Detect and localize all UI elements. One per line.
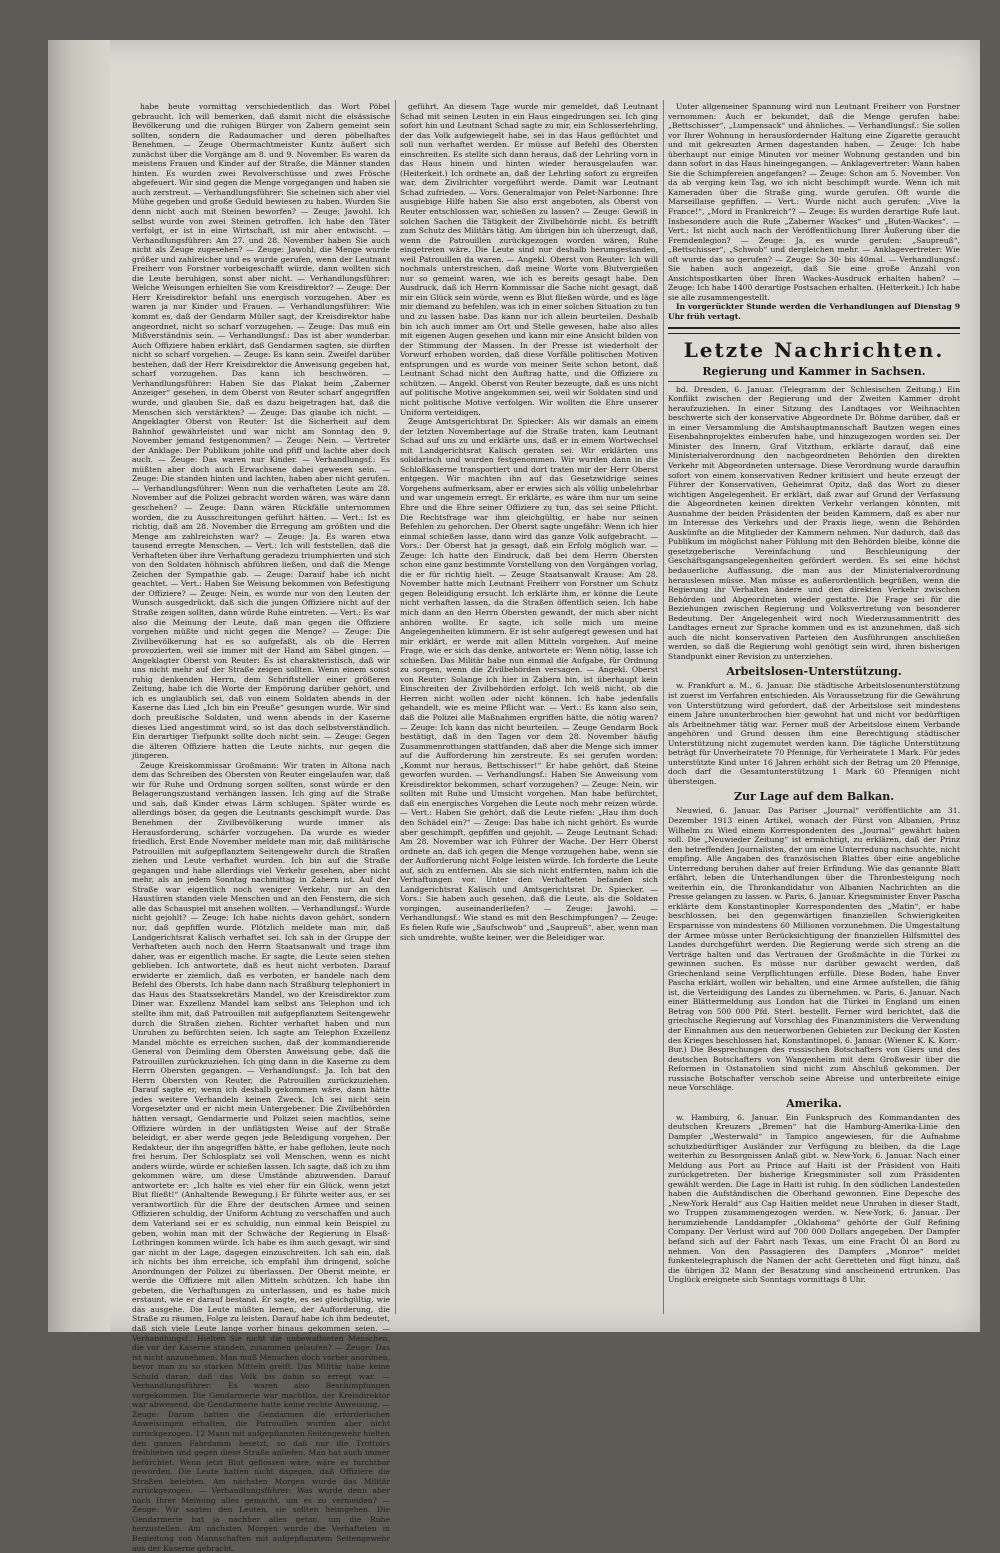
column-3 [668, 102, 960, 1314]
trial-testimony-text: Unter allgemeiner Spannung wird nun Leutnant Freiherr von Forstner vernommen: Auch er bekundet, daß die Menge gerufen habe: „Bettschisser“, „Lumpensack“ und ähnliches. — Verhandlungsf.: Sie sollen vor Ihrer Wohnung in herausfordernder Haltung eine Zigarette geraucht und mit gekreuzten Armen dagestanden haben. — Zeuge: Ich habe überhaupt nur einige Minuten vor meiner Wohnung gestanden und bin dann sofort in das Haus hineingegangen. — Anklagevertreter: Wann haben Sie die Schimpfereien angefangen? — Zeuge: Schon am 5. November. Von da ab verging kein Tag, wo ich nicht beschimpft wurde. Wenn ich mit Kameraden über die Straße ging, wurde gerufen. Oft wurde die Marseillaise gepfiffen. — Vert.: Wurde nicht auch gerufen: „Vive la France!“, „Mord in Frankreich“? — Zeuge: Es wurden derartige Rufe laut. Insbesondere auch die Rufe „Zaberner Wackes“ und „Buten-Wackes“. — Vert.: Ist nicht auch nach der Veröffentlichung Ihrer Äußerung über die Fremdenlegion? — Zeuge: Ja, es wurde gerufen: „Saupreuß“, „Bettschisser“, „Schwob“ und dergleichen mehr. — Anklagevertreter: Wie oft wurde das so gerufen? — Zeuge: So 30- bis 40mal. — Verhandlungsf.: Sie haben auch angezeigt, daß Sie eine große Anzahl von Ansichtspostkarten über Ihren Wackes-Ausdruck erhalten haben? — Zeuge: Ich habe 1400 derartige Postsachen erhalten. (Heiterkeit.) Ich habe sie alle zusammengestellt. [668, 102, 960, 302]
section-divider [668, 327, 960, 334]
newspaper-page [48, 40, 980, 1553]
adjournment-note: In vorgerückter Stunde werden die Verhandlungen auf Dienstag 9 Uhr früh vertagt. [668, 302, 960, 322]
news-item-text: w. Frankfurt a. M., 6. Januar. Die städtische Arbeitslosenunterstützung ist zuerst im Verfahren entschieden. Als Voraussetzung für die Gewährung von Unterstützung wird gefordert, daß der Arbeitslose seit mindestens einem Jahre ununterbrochen hier gewohnt hat und nicht vor bedürftigen als Arbeitnehmer tätig war. Ferner muß der Arbeitslose einem Verbande angehören und Grund dessen ihm eine Berechtigung städtischer Unterstützung nicht zugemutet werden kann. Die tägliche Unterstützung beträgt für Unverheiratete 70 Pfennige, für Verheiratete 1 Mark. Für jedes unterstützte Kind unter 16 Jahren erhöht sich der Betrag um 20 Pfennige, doch darf die Gesamtunterstützung 1 Mark 60 Pfennigen nicht übersteigen. [668, 681, 960, 786]
subheading-balkan: Zur Lage auf dem Balkan. [733, 790, 895, 804]
trial-testimony-text: Zeuge Amtsgerichtsrat Dr. Spiecker: Als wir damals an einem der letzten Novembertage auf die Straße traten, kam Leutnant Schad auf uns zu und erklärte uns, daß er in einem Wortwechsel mit Landgerichtsrat Kalisch geraten sei. Wir erklärten uns solidarisch und wurden festgenommen. Wir wurden dann in die Schloßkaserne transportiert und dort traten mir der Herr Oberst entgegen. Wir machten ihn auf das Gesetzwidrige seines Vorgehens aufmerksam, aber er erwies sich als völlig unbelehrbar und war ungemein erregt. Er erklärte, es wäre ihm nur um seine Ehre und die Ehre seiner Offiziere zu tun, das sei seine Pflicht. Die Rechtsfrage war ihm gleichgültig, er habe nur seinen Befehlen zu gehorchen. Der Oberst sagte ungefähr: Wenn ich hier einmal schießen lasse, dann wird das ganze Volk aufgebracht. — Vors.: Der Oberst hat ja gesagt, daß ein Erfolg möglich war. — Zeuge: Ich hatte den Eindruck, daß bei dem Herrn Obersten schon eine ganz bestimmte Vorstellung von den Vorgängen vorlag, die er für richtig hielt. — Zeuge Staatsanwalt Krause: Am 28. November hatte mich Leutnant Freiherr von Forstner um Schutz gegen Beleidigung ersucht. Ich erklärte ihm, er könne die Leute nicht verhaften lassen, da die Straßen öffentlich seien. Ich habe mich dann an den Herrn Obersten gewandt, der mich aber nicht anhören wollte. Er sagte, ich solle mich um meine Angelegenheiten kümmern. Er ist sehr aufgeregt gewesen und hat mir erklärt, er werde mit allen Mitteln vorgehen. Auf meine Frage, wie er sich das denke, antwortete er: Wenn nötig, lasse ich schießen. Das Militär habe nun einmal die Aufgabe, für Ordnung zu sorgen, wenn die Zivilbehörden versagen. — Angekl. Oberst von Reuter: Solange ich hier in Zabern bin, ist überhaupt kein Einschreiten der Zivilbehörden erfolgt. Ich weiß nicht, ob die Herren nicht wollen oder nicht können. Ich habe jedenfalls gehandelt, wie es meine Pflicht war. — Vert.: Es kann also sein, daß die Polizei alle Maßnahmen ergriffen hätte, die nötig waren? — Zeuge: Ich kann das nicht beurteilen. — Zeuge Gendarm Bock bestätigt, daß in den Tagen vor dem 28. November häufig Zusammenrottungen stattfanden, daß aber die Menge sich immer auf die Aufforderung hin zerstreute. Es sei gerufen worden: „Kommt nur heraus, Bettschisser!“ Er habe gehört, daß Steine geworfen wurden. — Verhandlungsf.: Haben Sie Anweisung vom Kreisdirektor bekommen, scharf vorzugehen? — Zeuge: Nein, wir sollten mit Ruhe und Umsicht vorgehen. Man habe befürchtet, daß ein energisches Vorgehen die Leute noch mehr reizen würde. — Vert.: Haben Sie gehört, daß die Leute riefen: „Hau ihm doch den Schädel ein?“ — Zeuge: Das habe ich nicht gehört. Es wurde aber geschimpft, gepfiffen und gejohlt. — Zeuge Leutnant Schad: Am 28. November war ich Führer der Wache. Der Herr Oberst ordnete an, daß ich gegen die Menge vorzugehen habe, wenn sie der Aufforderung nicht Folge leisten würde. Ich forderte die Leute auf, sich zu entfernen. Als sie sich nicht entfernten, nahm ich die Verhaftungen vor. Unter den Verhafteten befanden sich Landgerichtsrat Kalisch und Amtsgerichtsrat Dr. Spiecker. — Vors.: Sie haben auch gesehen, daß die Leute, als die Soldaten vorgingen, auseinanderliefen? — Zeuge: Jawohl. — Verhandlungsf.: Wie stand es mit den Beschimpfungen? — Zeuge: Es fielen Rufe wie „Saufschwob“ und „Saupreuß“, aber, wenn man sich umdrehte, wußte keiner, wer die Beleidiger war. [400, 417, 658, 942]
subheading-amerika: Amerika. [786, 1096, 842, 1110]
trial-testimony-text: habe heute vormittag verschiedentlich das Wort Pöbel gebraucht. Ich will bemerken, daß damit nicht die elsässische Bevölkerung und die ruhigen Bürger von Zabern gemeint sein sollten, sondern die Radaumacher und deren pöbelhaftes Benehmen. — Zeuge Obermachtmeister Kuntz äußert sich zunächst über die Vorgänge am 8. und 9. November. Es waren da meistens Frauen und Kinder auf der Straße, die Männer standen hinten. Es wurden zwei Revolverschüsse und zwei Frösche abgefeuert. Wir sind gegen die Menge vorgegangen und haben sie auch zerstreut. — Verhandlungsführer: Sie scheinen sich aber viel Mühe gegeben und große Geduld bewiesen zu haben. Wurden Sie denn nicht auch mit Steinen beworfen? — Zeuge: Jawohl. Ich selbst wurde von zwei Steinen getroffen. Ich habe den Täter verfolgt, er ist in eine Wirtschaft, ist mir aber entwischt. — Verhandlungsführer: Am 27. und 28. November haben Sie auch nicht als Zeuge zugesehen? — Zeuge: Jawohl, die Menge wurde größer und zahlreicher und es wurde gerufen, wenn der Leutnant Freiherr von Forstner vorbeigeschafft würde, dann wollten sich die Leute beruhigen, sonst aber nicht. — Verhandlungsführer: Welche Weisungen erhielten Sie vom Kreisdirektor? — Zeuge: Der Herr Kreisdirektor befahl uns energisch vorzugehen. Aber es waren ja nur Kinder und Frauen. — Verhandlungsführer: Wie kommt es, daß der Gendarm Müller sagt, der Kreisdirektor habe angeordnet, nicht so scharf vorzugehen. — Zeuge: Das muß ein Mißverständnis sein. — Verhandlungsf.: Das ist aber wunderbar. Auch Offiziere haben erklärt, daß Gendarmen sagten, sie dürften nicht so scharf vorgehen. — Zeuge: Es kann sein. Zweifel darüber bestehen, daß der Herr Kreisdirektor die Anweisung gegeben hat, scharf vorzugehen. Das kann ich beschwören. — Verhandlungsführer: Haben Sie das Plakat beim „Zaberner Anzeiger“ gesehen, in dem Oberst von Reuter scharf angegriffen wurde, und glauben Sie, daß es dazu beigetragen hat, daß die Menschen sich verstärkten? — Zeuge: Das glaube ich nicht. — Angeklagter Oberst von Reuter: Ist die Sicherheit auf dem Bahnhof gewährleistet und war nicht am Sonntag den 9. November jemand festgenommen? — Zeuge: Nein. — Vertreter der Anklage: Der Publikum johlte und pfiff und lachte aber doch auch. — Zeuge: Das waren nur Kinder. — Verhandlungsf.: Es müßten aber doch auch Erwachsene dabei gewesen sein. — Zeuge: Die standen hinten und lachten, haben aber nicht gerufen. — Verhandlungsführer: Wenn nun die verhafteten Leute am 28. November auf die Polizei gebracht worden wären, was wäre dann geschehen? — Zeuge: Dann wären Rückfälle unternommen worden, die zu Ausschreitungen geführt hätten. — Vert.: Ist es richtig, daß am 28. November die Erregung am größten und die Menge am zahlreichsten war? — Zeuge: Ja. Es waren etwa tausend erregte Menschen. — Vert.: Ich will feststellen, daß die Verhafteten über ihre Verhaftung geradezu triumphierten und sich von den Soldaten höhnisch abführen ließen, und daß die Menge Zeichen der Sympathie gab. — Zeuge: Darauf habe ich nicht geachtet. — Vert.: Haben Sie Weisung bekommen von Befestigung der Offiziere? — Zeuge: Nein, es wurde nur von den Leuten der Wunsch ausgedrückt, daß sich die jungen Offiziere nicht auf der Straße zeigen sollten, dann würde Ruhe eintreten. — Vert.: Es war also die Meinung der Leute, daß man gegen die Offiziere vorgehen müßte und nicht gegen die Menge? — Zeuge: Die Zivilbevölkerung hat es so aufgefaßt, als ob die Herren provozierten, weil sie immer mit der Hand am Säbel gingen. — Angeklagter Oberst von Reuter: Es ist charakteristisch, daß wir uns nicht mehr auf der Straße zeigen sollten. Wenn einem sonst ruhig denkenden Herrn, dem Schriftsteller einer größeren Zeitung, habe ich die Worte der Empörung darüber gehört, und ich es unglaublich sei, daß von einem Soldaten abends in der Kaserne das Lied „Ich bin ein Preuße“ gesungen wurde. Wir sind doch preußische Soldaten, und wenn abends in der Kaserne dieses Lied angestimmt wird, so ist das doch selbstverständlich. Ein derartiger Tiefpunkt sollte doch nicht sein. — Zeuge: Gegen die älteren Offiziere hatten die Leute nichts, nur gegen die jüngeren. [132, 102, 390, 761]
subheading-arbeitslosen: Arbeitslosen-Unterstützung. [726, 665, 902, 679]
news-item-text: w. Hamburg, 6. Januar. Ein Funkspruch des Kommandanten des deutschen Kreuzers „Bremen“ hat die Hamburg-Amerika-Linie den Dampfer „Westerwald“ in Tampico angewiesen, für die Aufnahme schutzbedürftiger Ausländer zur Verfügung zu bleiben, da die Lage weiterhin zu Besorgnissen Anlaß gibt. w. New-York, 6. Januar. Nach einer Meldung aus Port au Prince auf Haiti ist der Präsident von Haiti zurückgetreten. Der bisherige Kriegsminister soll zum Präsidenten gewählt werden. Die Lage in Haiti ist ruhig. In den südlichen Landesteilen haben die Aufständischen die Oberhand gewonnen. Eine Depesche des „New-York Herald“ aus Cap Haitien meldet neue Unruhen in dieser Stadt, wo Truppen zusammengezogen werden. w. New-York, 6. Januar. Der herumziehende Landdampfer „Oklahoma“ gehörte der Gulf Refining Company. Der Verlust wird auf 700 000 Dollars angegeben. Der Dampfer befand sich auf der Fahrt nach Texas, um eine Fracht Öl an Bord zu nehmen. Von den Passagieren des Dampfers „Monroe“ meldet funkentelegraphisch die Namen der acht Geretteten und fügt hinzu, daß die übrigen 32 Mann der Besatzung sind anscheinend ertrunken. Das Unglück ereignete sich Sonntags vormittags 8 Uhr. [668, 1112, 960, 1285]
column-rule [395, 100, 396, 1314]
column-1 [132, 102, 390, 1553]
trial-testimony-text: geführt. An diesem Tage wurde mir gemeldet, daß Leutnant Schad mit seinen Leuten in ein Haus eingedrungen sei. Ich ging sofort hin und Leutnant Schad sagte zu mir, ein Schlosserlehrling, der das Volk aufgewiegelt habe, sei in das Haus geflüchtet und soll nun verhaftet werden. Er müsse auf Befehl des Obersten einschreiten. Es stellte sich dann heraus, daß der Lehrling vorn in das Haus hinein und hinten wieder herausgelaufen war. (Heiterkeit.) Ich ordnete an, daß der Lehrling sofort zu ergreifen war, dem Zivilrichter vorgeführt werde. Damit war Leutnant Schad zufrieden. — Vors. Generalmajor von Pelet-Narbonne: Ihre ausgiebige Hilfe haben Sie also erst angeboten, als Oberst von Reuter entschlossen war, schießen zu lassen? — Zeuge: Gewiß in solchen Sachen die Tätigkeit der Zivilbehörde nicht. Es betrifft zum Schutz des Militärs tätig. Am übrigen bin ich überzeugt, daß, wenn die Patrouillen zurückgezogen worden wären, Ruhe eingetreten wäre. Die Leute sind nur deshalb herumgestanden, weil Patrouillen da waren. — Angekl. Oberst von Reuter: Ich will nochmals unterstreichen, daß meine Worte vom Blutvergießen nur so gemeint waren, wie ich es bereits gesagt habe. Den Ausdruck, daß ich Herrn Kommissar die Sache nicht gesagt, daß mir ein Glück sein würde, wenn es Blut fließen würde, und es läge mir diemand zu befehlen, was ich in einer solchen Situation zu tun und zu lassen habe. Das kann nur ich allein beurteilen. Deshalb bin ich auch immer am Ort und Stelle gewesen, habe also alles mit eigenen Augen gesehen und kann mir eine Ansicht bilden von der Stimmung der Massen. In der Presse ist wiederholt der Vorwurf erhoben worden, daß diese Vorfälle politischen Motiven entsprungen und es wurde von meiner Seite schon betont, daß Leutnant Schad nicht den Auftrag hatte, und die Offiziere zu schützen. — Angekl. Oberst von Reuter bezeugte, daß es uns nicht auf politische Motive angekommen sei, weil wir Soldaten sind und nicht politische Motive verfolgen. Wir wollten die Ehre unserer Uniform verteidigen. [400, 102, 658, 417]
section-heading-letzte-nachrichten: Letzte Nachrichten. [683, 337, 945, 362]
subheading-regierung: Regierung und Kammer in Sachsen. [668, 365, 960, 382]
news-item-text: bd. Dresden, 6. Januar. (Telegramm der Schlesischen Zeitung.) Ein Konflikt zwischen der Regierung und der Zweiten Kammer droht heraufzuziehen. In einer Sitzung des Landtages vor Weihnachten beschwerte sich der konservative Abgeordnete Dr. Böhme darüber, daß er in einer Versammlung die Amtshauptmannschaft Bautzen wegen eines Eisenbahnprojektes einberufen habe, und hinzugezogen worden sei. Der Minister des Innern, Graf Vitzthum, erklärte darauf, daß eine Ministerialverordnung den nachgeordneten Behörden den direkten Verkehr mit Abgeordneten untersage. Diese Verordnung wurde daraufhin sofort von einem konservativen Redner kritisiert und heute erzeugt der Führer der Konservativen, Geheimrat Opitz, daß das Wort zu dieser wichtigen Angelegenheit. Er erklärt, daß zwar auf Grund der Verfassung die Abgeordneten keinen direkten Verkehr verlangen könnten, mit Ausnahme der beiden Präsidenten der beiden Kammern, daß es aber nur im Interesse des Verkehrs und der Praxis liege, wenn die Behörden Auskünfte an die Mitglieder der Kammern nehmen. Nur dadurch, daß das Publikum im möglichst naher Fühlung mit den Behörden bleibe, könne die gesetzgeberische Vereinfachung und Beschleunigung der Geschäftsgangsangelegenheiten gefördert werden. Es sei eine höchst bedauerliche Auffassung, die man aus der Ministerialverordnung herauslesen müsse. Man müsse es außerordentlich begrüßen, wenn die Regierung ihr Verhalten ändere und den direkten Verkehr zwischen Behörden und Abgeordneten wieder gestatte. Die Frage sei für die Beziehungen zwischen Regierung und Volksvertretung von besonderer Bedeutung. Der Angelegenheit wird noch Wiederzusammentritt des Landtages erneut zur Sprache kommen und es ist anzunehmen, daß sich auch die nicht konservativen Parteien den Ausführungen anschließen werden, so daß die Regierung wohl genötigt sein wird, ihren bisherigen Standpunkt einer Revision zu unterziehen. [668, 384, 960, 661]
news-item-text: Neuwied, 6. Januar. Das Pariser „Journal“ veröffentlichte am 31. Dezember 1913 einen Artikel, wonach der Fürst von Albanien, Prinz Wilhelm zu Wied einem Korrespondenten des „Journal“ gewährt haben soll. Die „Neuwieder Zeitung“ ist ermächtigt, zu erklären, daß der Prinz den betreffenden Journalisten, der um eine Unterredung nachsuchte, nicht empfing. Alle Angaben des französischen Blattes über eine angebliche Unterredung beruhen daher auf freier Erfindung. Wie das genannte Blatt erfährt, leben die Unterhandlungen über die Thronbesteigung noch weiterhin ein, die Thronkandidatur von Albanien Nachrichten an die Presse gelangen zu lassen. w. Paris, 6. Januar. Kriegsminister Enver Pascha erklärte dem Konstantinopler Korrespondenten des „Matin“, er habe beschlossen, bei den gegenwärtigen finanziellen Schwierigkeiten Ersparnisse von mindestens 60 Millionen vorzunehmen. Die Umgestaltung der Armee müsse unter Berücksichtigung der finanziellen Hilfsmittel des Landes durchgeführt werden. Die Regierung werde sich streng an die Verträge halten und das Vertrauen der Großmächte in die Türkei zu gewinnen suchen. Es müsse nur darüber gewacht werden, daß Griechenland seine Verpflichtungen erfülle. Diese Boden, habe Enver Pascha erklärt, wollen wir behalten, und eine Armee aufstellen, die fähig ist, die Verteidigung des Landes zu übernehmen. w. Paris, 6. Januar. Nach einer Blättermeldung aus London hat die Türkei in England um einen Betrag von 500 000 Pfd. Sterl. bestellt. Ferner wird berichtet, daß die griechische Regierung auf Vorschlag des Finanzministers die Verwendung der Einnahmen aus den neuerworbenen Gebieten zur Deckung der Kosten des Krieges beschlossen hat. Konstantinopel, 6. Januar. (Wiener K. K. Korr.-Bur.) Die Besprechungen des russischen Botschafters von Giers und des deutschen Botschafters von Wangenheim mit dem Großwesir über die Reformen in Ostanatolien sind nicht zum Abschluß gekommen. Der russische Botschafter verschob seine Abreise und unterbreitete einige neue Vorschläge. [668, 806, 960, 1093]
column-2 [400, 102, 658, 1314]
column-rule [663, 100, 664, 1314]
page-fold-shadow [48, 40, 110, 1332]
trial-testimony-text: Zeuge Kreiskommissar Großmann: Wir traten in Altona nach dem das Schreiben des Obersten von Reuter eingelaufen war, daß wir für Ruhe und Ordnung sorgen sollten, sonst würde er den Belagerungszustand verhängen lassen. Ich ging auf die Straße und sah, daß Kinder etwas Lärm schlugen. Später wurde es allerdings böser, da gegen die Leutnants geschimpft wurde. Das Benehmen der Zivilbevölkerung wurde immer als Herausforderung, schärfer vorzugehen. Da wurde es wieder friedlich. Erst Ende November meldete man mir, daß militärische Patrouillen mit aufgepflanztem Seitengewehr durch die Straßen ziehen und Leute verhaftet wurden. Ich bin auf die Straße gegangen und habe allerdings viel Verkehr gesehen, aber nicht mehr, als an jedem Sonntag nachmittag in Zabern ist. Auf der Straße war eigentlich noch weniger Verkehr, nur an den Haustüren standen viele Menschen und an den Fenstern, die sich alle das Schauspiel mit ansehen wollten. — Verhandlungsf.: Wurde nicht gejohlt? — Zeuge: Ich habe nichts davon gehört, sondern nur, daß gepfiffen wurde. Plötzlich meldete man mir, daß Landgerichtsrat Kalisch verhaftet sei. Ich sah in der Gruppe der Verhafteten auch noch den Herrn Staatsanwalt und trage ihm daher, was er eigentlich mache. Er sagte, die Leute seien stehen geblieben. Ich antwortete, daß es heut nicht verboten. Darauf erwiderte er ziemlich, daß es verboten, er handele nach dem Befehl des Obersts. Ich habe dann nach Straßburg telephoniert in das Haus des Staatssekretärs Mandel, wo der Kreisdirektor zum Diner war. Exzellenz Mandel kam selbst ans Telephon und ich stellte ihm mit, daß Patrouillen mit aufgepflanztem Seitengewehr durch die Straßen ziehen. Richter verhaftet haben und nun Unruhen zu befürchten seien. Ich sagte am Telephon Exzellenz Mandel möchte es erreichen suchen, daß der kommandierende General von Deimling dem Obersten Anweisung gebe, daß die Patrouillen zurückzuziehen. Ich ging dann in die Kaserne zu dem Herrn Obersten gegangen. — Verhandlungsf.: Ja. Ich bat den Herrn Obersten von Reuter, die Patrouillen zurückzuziehen. Darauf sagte er, wenn ich deshalb gekommen wäre, dann hätte jedes weitere Verhandeln keinen Zweck. Ich sei nicht sein Vorgesetzter und er nicht mein Untergebener. Die Zivilbehörden hätten versagt, Gendarmerie und Polizei seien machtlos, seine Offiziere würden in der unflätigsten Weise auf der Straße beleidigt, er aber werde gegen jede Beleidigung vorgehen. Der Redakteur, der ihn angegriffen hätte, er habe geflohen, leute noch frei herum. Der Schlosplatz sei voll Menschen, wenn es nicht anders würde, würde er schießen lassen. Ich sagte, daß ich zu ihm gekommen wäre, um diese Umstände abzuwenden. Darauf antwortete er: „Ich halte es viel eher für ein Glück, wenn jetzt Blut fließt!“ (Anhaltende Bewegung.) Er führte weiter aus, er sei verantwortlich für die Ehre der deutschen Armee und seinen Offizieren schuldig, der Uniform Achtung zu verschaffen und auch dem Vaterland sei er es schuldig, nun einmal kein Beispiel zu geben, wohin man mit der Schwäche der Regierung in Elsaß-Lothringen kommen würde. Ich habe es ihm auch gesagt, wir sind gar nicht in der Lage, dagegen einzuschreiten. Ich sah ein, daß ich nichts bei ihm erreiche, ich empfahl ihm dringend, solche Anordnungen der Polizei zu überlassen. Der Oberst meinte, er werde die Offiziere mit allen Mitteln schützen. Ich habe ihn gebeten, die Verhaftungen zu unterlassen, und es habe mich erstaunt, wie er darauf bestand. Er sagte, es sei gleichgültig, wie das ausgehe. Die Leute müßten lernen, der Aufforderung, die Straße zu räumen, Folge zu leisten. Darauf habe ich ihm bedeutet, daß sich viele Leute lange vorher hinaus gekommen seien. — Verhandlungsf.: Hielten Sie nicht die unbewaffneten Menschen, die vor der Kaserne standen, zusammen gelaufen? — Zeuge: Das ist nicht anzunehmen. Man muß Menschen doch vorher anordnen, bevor man zu so starken Mitteln greift. Das Militär habe keine Schuld daran, daß das Volk bis dahin so erregt war. — Verhandlungsführer: Es waren also Beschimpfungen vorgekommen. Die Gendarmerie war machtlos, der Kreisdirektor war abwesend, die Gendarmerie hatte keine rechte Anweisung. — Zeuge: Darum hatten die Gendarmen die erforderlichen Anweisungen erhalten, die Patrouillen wurden aber nicht zurückgezogen. 12 Mann mit aufgepflanzten Seitengewehr hielten den ganzen Fahrdamm besetzt, so daß nur die Trottoirs freiblieben und gegen diese Straße anliefen. Man hat auch immer befürchtet. Wenn jetzt Blut geflossen wäre, wäre es furchtbar geworden. Die Leute hatten nicht dagegen, daß Offiziere die Straßen belebten. Am nächsten Morgen wurde das Militär zurückgezogen. — Verhandlungsführer: Was wurde denn aber nach Ihrer Meinung alles gemacht, um es zu vermeiden? — Zeuge: Wir sagten den Leuten, sie sollten heimgehen. Die Gendarmerie hat ja nachher alles getan, um die Ruhe herzustellen. Am nächsten Morgen wurde die Verhafteten in Begleitung von Mannschaften mit aufgepflanztem Seitengewehr aus der Kaserne gebracht. [132, 760, 390, 1553]
